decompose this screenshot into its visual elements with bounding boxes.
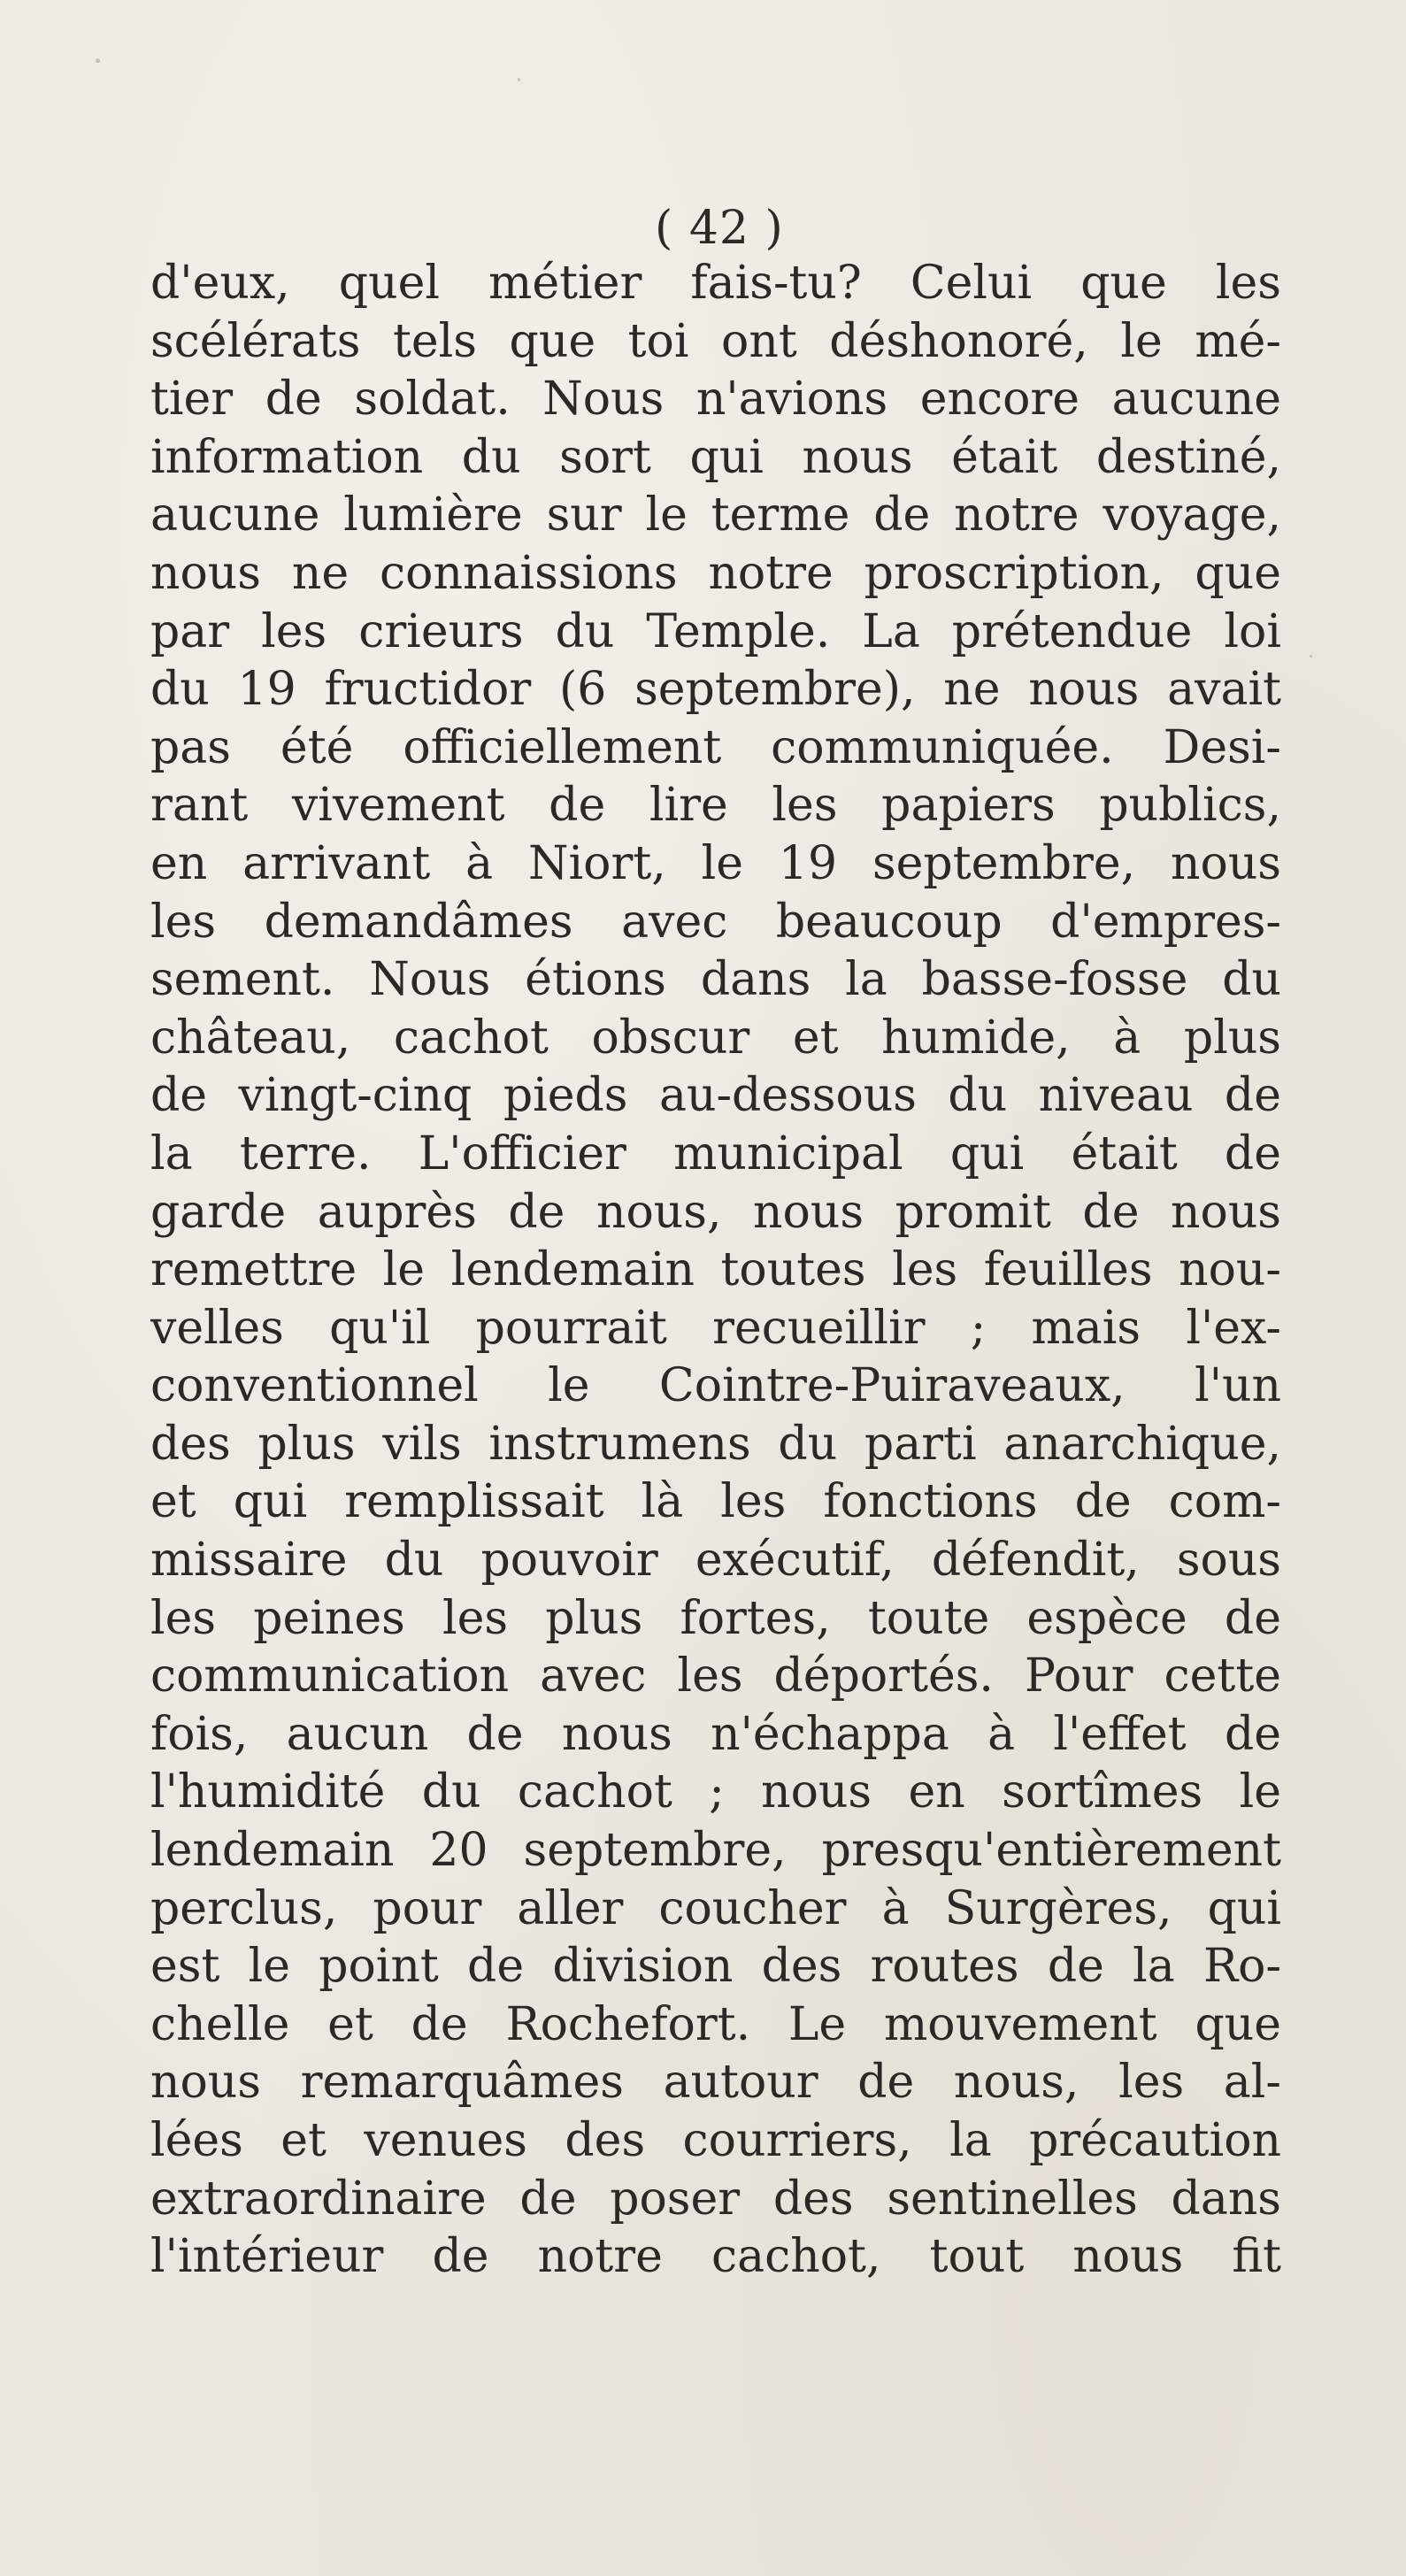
text-line: perclus, pour aller coucher à Surgères, qui [150,1881,1281,1935]
paper-speck [1310,655,1312,657]
text-line: missaire du pouvoir exécutif, défendit, sous [150,1534,1281,1588]
text-line: conventionnel le Cointre-Puiraveaux, l'un [150,1359,1281,1413]
text-line: pas été officiellement communiquée. Desi- [150,720,1281,774]
text-line: garde auprès de nous, nous promit de nous [150,1185,1281,1239]
text-line: tier de soldat. Nous n'avions encore aucune [150,373,1281,427]
text-line: lendemain 20 septembre, presqu'entièrement [150,1824,1281,1878]
text-line: est le point de division des routes de la Ro- [150,1940,1281,1994]
text-line: d'eux, quel métier fais-tu? Celui que les [150,257,1281,310]
page-number: ( 42 ) [655,202,784,255]
text-line: lées et venues des courriers, la précaution [150,2114,1281,2167]
paper-speck [518,78,520,81]
text-line: de vingt-cinq pieds au-dessous du niveau de [150,1069,1281,1123]
text-line: remettre le lendemain toutes les feuilles nou- [150,1243,1281,1297]
text-line: sement. Nous étions dans la basse-fosse du [150,953,1281,1007]
text-line: château, cachot obscur et humide, à plus [150,1011,1281,1065]
text-line: les peines les plus fortes, toute espèce de [150,1591,1281,1645]
text-line: l'intérieur de notre cachot, tout nous fit [150,2230,1281,2284]
text-line: nous remarquâmes autour de nous, les al- [150,2056,1281,2110]
text-line: information du sort qui nous était destiné, [150,430,1281,484]
text-line: rant vivement de lire les papiers publics, [150,779,1281,833]
body-text [150,255,1281,2287]
text-line: chelle et de Rochefort. Le mouvement que [150,1997,1281,2051]
text-line: nous ne connaissions notre proscription, que [150,546,1281,600]
text-line: en arrivant à Niort, le 19 septembre, nous [150,836,1281,890]
text-line: aucune lumière sur le terme de notre voyage, [150,488,1281,542]
text-line: les demandâmes avec beaucoup d'empres- [150,895,1281,949]
text-line: et qui remplissait là les fonctions de com- [150,1475,1281,1529]
text-line: par les crieurs du Temple. La prétendue loi [150,604,1281,658]
text-line: du 19 fructidor (6 septembre), ne nous avait [150,663,1281,717]
text-line: la terre. L'officier municipal qui était de [150,1127,1281,1180]
text-line: des plus vils instrumens du parti anarchique, [150,1417,1281,1471]
text-line: l'humidité du cachot ; nous en sortîmes le [150,1765,1281,1819]
text-line: scélérats tels que toi ont déshonoré, le mé- [150,314,1281,368]
text-line: extraordinaire de poser des sentinelles dans [150,2172,1281,2226]
text-line: communication avec les déportés. Pour cette [150,1649,1281,1703]
text-line: fois, aucun de nous n'échappa à l'effet de [150,1707,1281,1761]
text-line: velles qu'il pourrait recueillir ; mais l'ex- [150,1301,1281,1355]
paper-speck [96,58,100,63]
